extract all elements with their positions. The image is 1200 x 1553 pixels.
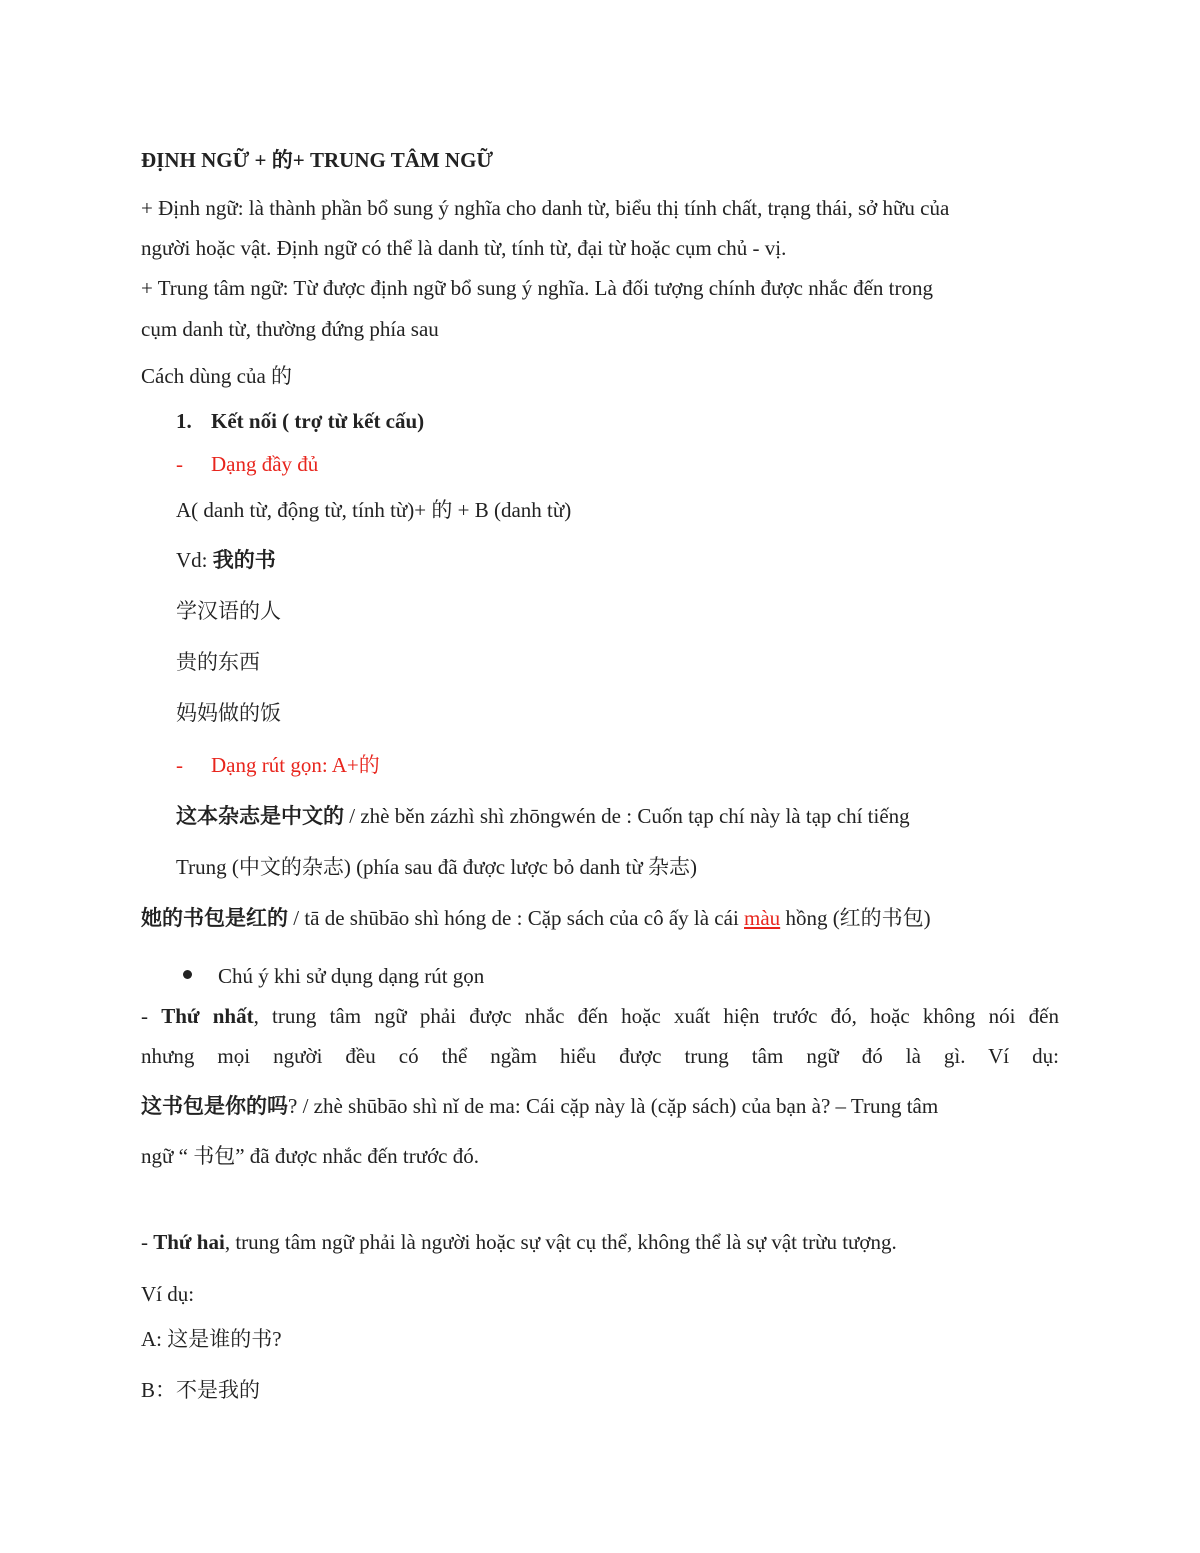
full-form-label: Dạng đầy đủ [211,452,319,476]
definition-head-line-1: + Trung tâm ngữ: Từ được định ngữ bổ sung ý nghĩa. Là đối tượng chính được nhắc đến trong [141,276,933,300]
example-heading: Ví dụ: [141,1282,195,1306]
short-form-label: Dạng rút gọn: A+的 [211,753,380,777]
short-example-1-line-2: Trung (中文的杂志) (phía sau đã được lược bỏ danh từ 杂志) [176,855,698,879]
rule-2-text: , trung tâm ngữ phải là người hoặc sự vật cụ thể, không thể là sự vật trừu tượng. [224,1230,897,1254]
section-title: Kết nối ( trợ từ kết cấu) [211,409,425,433]
dialog-line-b: B：不是我的 [141,1378,261,1402]
section-number: 1. [176,409,192,433]
example-full-1 [176,546,276,574]
rule-1-line-2: nhưng mọi người đều có thể ngầm hiểu được trung tâm ngữ đó là gì. Ví dụ: [141,1044,1059,1068]
rule-2 [141,1228,897,1256]
rule-1-label: Thứ nhất [161,1004,254,1028]
section-1-heading [176,407,424,435]
bullet-icon [183,970,192,979]
chinese-sentence: 她的书包是红的 [141,906,288,930]
example-full-3: 贵的东西 [176,650,260,674]
dash-marker: - [141,1004,162,1028]
definition-modifier-line-2: người hoặc vật. Định ngữ có thể là danh từ, tính từ, đại từ hoặc cụm chủ - vị. [141,236,787,260]
example-full-2: 学汉语的人 [176,599,281,623]
short-example-2 [141,904,931,932]
translation-text: ? / zhè shūbāo shì nǐ de ma: Cái cặp này là (cặp sách) của bạn à? – Trung tâm [288,1094,939,1118]
dash-marker: - [176,452,183,476]
rule-1-text: , trung tâm ngữ phải được nhắc đến hoặc xuất hiện trước đó, hoặc không nói đến [253,1004,1060,1028]
note-bullet-text: Chú ý khi sử dụng dạng rút gọn [218,964,485,988]
definition-modifier-line-1: + Định ngữ: là thành phần bổ sung ý nghĩa cho danh từ, biểu thị tính chất, trạng thái, sở hữu của [141,196,950,220]
dialog-line-a: A: 这是谁的书? [141,1327,282,1351]
chinese-sentence: 这本杂志是中文的 [176,804,344,828]
vd-label: Vd: [176,548,213,572]
rule-1-line-4: ngữ “ 书包” đã được nhắc đến trước đó. [141,1144,479,1168]
short-form-heading [176,751,380,779]
document-title: ĐỊNH NGỮ + 的+ TRUNG TÂM NGỮ [141,148,494,172]
translation-text: / tā de shūbāo shì hóng de : Cặp sách của cô ấy là cái [288,906,745,930]
full-form-formula: A( danh từ, động từ, tính từ)+ 的 + B (danh từ) [176,498,572,522]
underlined-word: màu [744,906,781,930]
short-example-1-line-1 [176,802,910,830]
definition-head-line-2: cụm danh từ, thường đứng phía sau [141,317,439,341]
translation-text: / zhè běn zázhì shì zhōngwén de : Cuốn tạp chí này là tạp chí tiếng [344,804,910,828]
example-full-4: 妈妈做的饭 [176,701,281,725]
dash-marker: - [141,1230,154,1254]
usage-heading: Cách dùng của 的 [141,364,293,388]
dash-marker: - [176,753,183,777]
example-text: 我的书 [212,548,276,572]
rule-2-label: Thứ hai [153,1230,225,1254]
rule-1-line-3 [141,1092,938,1120]
translation-text-end: hồng (红的书包) [780,906,931,930]
full-form-heading [176,450,318,478]
rule-1-line-1 [141,1002,1059,1030]
chinese-sentence: 这书包是你的吗 [141,1094,288,1118]
